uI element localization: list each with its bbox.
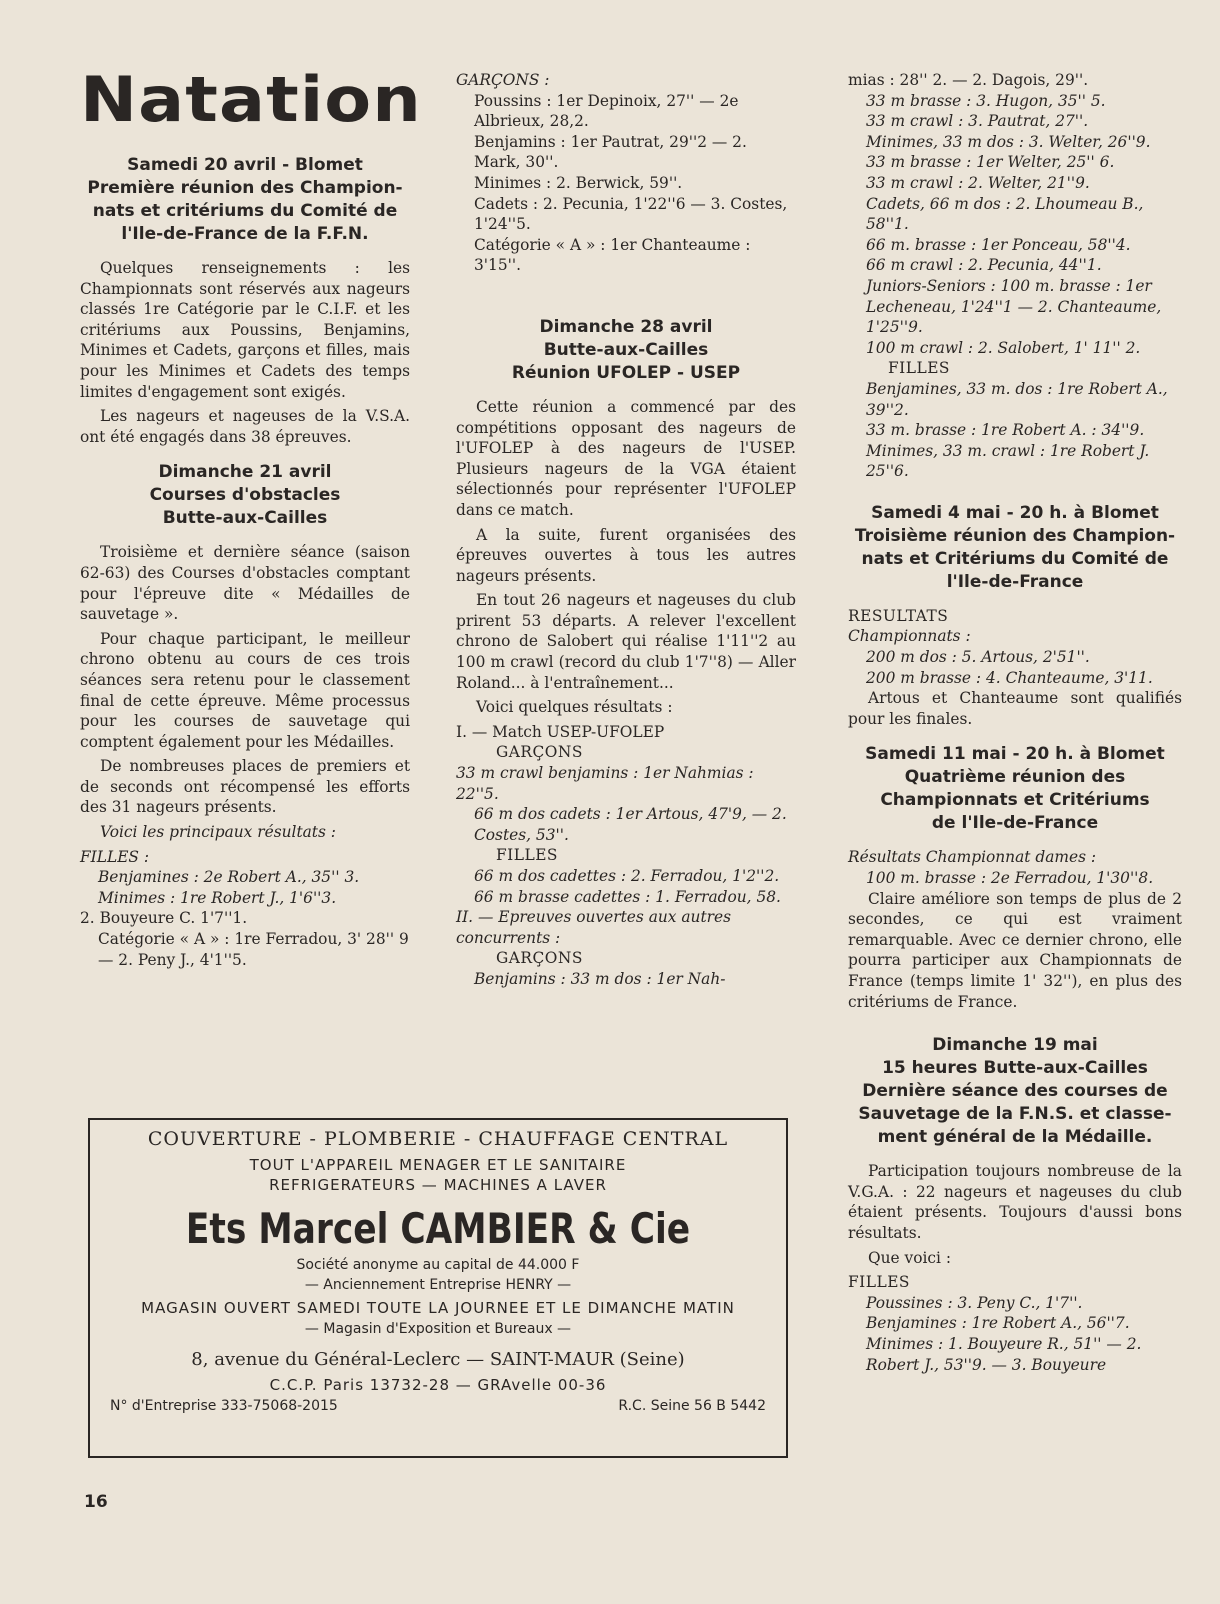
ad-line: — Anciennement Entreprise HENRY — — [304, 1277, 572, 1293]
result-line: I. — Match USEP-UFOLEP — [456, 722, 665, 741]
ad-line: Société anonyme au capital de 44.000 F — [296, 1257, 580, 1273]
result-line: Minimes : 2. Berwick, 59''. — [474, 173, 683, 192]
result-line: Minimes, 33 m. crawl : 1re Robert J. 25''6. — [866, 441, 1150, 481]
paragraph: Cette réunion a commencé par des compétitions opposant des nageurs de l'UFOLEP à des nageurs de l'USEP. Plusieurs nageurs de la VGA étaient sélectionnés pour représenter l'UFOLEP dans ce match. — [456, 397, 796, 519]
result-line: II. — Epreuves ouvertes aux autres concurrents : — [456, 908, 732, 947]
result-line: Benjamins : 33 m dos : 1er Nah- — [474, 969, 726, 988]
paragraph: Claire améliore son temps de plus de 2 secondes, ce qui est vraiment remarquable. Avec ce dernier chrono, elle pourra participer aux Championnats de France (temps limite 1' 32''), en plus des critériums de France. — [848, 889, 1182, 1011]
result-line: 66 m brasse cadettes : 1. Ferradou, 58. — [474, 887, 781, 906]
result-line: Catégorie « A » : 1er Chanteaume : 3'15''. — [474, 235, 751, 275]
result-line: Minimes : 1re Robert J., 1'6''3. — [98, 888, 337, 907]
result-line: FILLES : — [80, 847, 150, 866]
article-title: Natation — [80, 63, 422, 136]
result-line: 2. Bouyeure C. 1'7''1. — [80, 909, 248, 928]
ad-rc-number: R.C. Seine 56 B 5442 — [618, 1398, 766, 1414]
section-heading: Samedi 20 avril - Blomet Première réunion des Champion- nats et critériums du Comité de l'Ile-de-France de la F.F.N. — [87, 155, 403, 244]
result-line: Minimes, 33 m dos : 3. Welter, 26''9. — [866, 132, 1151, 151]
ad-line: C.C.P. Paris 13732-28 — GRAvelle 00-36 — [269, 1376, 607, 1394]
paragraph: De nombreuses places de premiers et de seconds ont récompensé les efforts des 31 nageurs présents. — [80, 757, 410, 817]
result-line: Résultats Championnat dames : — [848, 848, 1097, 867]
section-heading: Samedi 11 mai - 20 h. à Blomet Quatrième réunion des Championnats et Critériums de l'Ile-de-France — [865, 744, 1165, 834]
advertisement — [88, 1118, 788, 1458]
result-line: Poussines : 3. Peny C., 1'7''. — [866, 1293, 1083, 1312]
result-line: 66 m. brasse : 1er Ponceau, 58''4. — [866, 235, 1131, 254]
ad-line: TOUT L'APPAREIL MENAGER ET LE SANITAIRE — [249, 1156, 627, 1174]
result-line: Catégorie « A » : 1re Ferradou, 3' 28'' 9 — 2. Peny J., 4'1''5. — [98, 930, 409, 969]
result-line: FILLES — [496, 846, 558, 865]
result-line: Benjamines : 1re Robert A., 56''7. — [866, 1314, 1130, 1333]
result-line: 200 m dos : 5. Artous, 2'51''. — [866, 648, 1090, 667]
column-3 — [848, 70, 1182, 1375]
result-line: 66 m dos cadets : 1er Artous, 47'9, — 2. Costes, 53''. — [474, 805, 787, 844]
ad-footer-row — [90, 1398, 786, 1414]
result-line: 33 m crawl : 3. Pautrat, 27''. — [866, 112, 1089, 131]
result-line: 33 m crawl : 2. Welter, 21''9. — [866, 173, 1090, 192]
result-line: Benjamins : 1er Pautrat, 29''2 — 2. Mark, 30''. — [474, 132, 747, 172]
paragraph: A la suite, furent organisées des épreuves ouvertes à tous les autres nageurs présents. — [456, 525, 796, 585]
paragraph: Pour chaque participant, le meilleur chrono obtenu au cours de ces trois séances sera retenu pour le classement final de cette épreuve. Même processus pour les courses de sauvetage qui comptent également pour les Médailles. — [80, 629, 410, 751]
paragraph: Les nageurs et nageuses de la V.S.A. ont été engagés dans 38 épreuves. — [80, 407, 410, 446]
result-line: Championnats : — [848, 627, 971, 646]
result-line: 100 m. brasse : 2e Ferradou, 1'30''8. — [866, 869, 1154, 888]
result-line: FILLES — [888, 359, 950, 378]
result-line: Cadets : 2. Pecunia, 1'22''6 — 3. Costes, 1'24''5. — [474, 194, 788, 234]
ad-line: REFRIGERATEURS — MACHINES A LAVER — [269, 1176, 607, 1194]
result-line: Benjamines, 33 m. dos : 1re Robert A., 39''2. — [866, 379, 1168, 419]
section-heading: Samedi 4 mai - 20 h. à Blomet Troisième réunion des Champion- nats et Critériums du Comité de l'Ile-de-France — [854, 502, 1176, 592]
column-2 — [456, 70, 796, 990]
paragraph: Voici quelques résultats : — [476, 698, 673, 717]
ad-company-name: Ets Marcel CAMBIER & Cie — [185, 1204, 691, 1253]
paragraph: Troisième et dernière séance (saison 62-63) des Courses d'obstacles comptant pour l'épreuve dite « Médailles de sauvetage ». — [80, 543, 410, 624]
result-line: GARÇONS — [496, 949, 583, 968]
paragraph: Artous et Chanteaume sont qualifiés pour les finales. — [848, 689, 1182, 728]
result-line: GARÇONS — [496, 743, 583, 762]
section-heading: Dimanche 28 avril Butte-aux-Cailles Réunion UFOLEP - USEP — [511, 316, 741, 383]
paragraph: Que voici : — [868, 1248, 952, 1267]
result-line: 66 m dos cadettes : 2. Ferradou, 1'2''2. — [474, 867, 780, 885]
result-line: GARÇONS : — [456, 71, 550, 89]
result-line: Juniors-Seniors : 100 m. brasse : 1er Lecheneau, 1'24''1 — 2. Chanteaume, 1'25''9. — [866, 276, 1162, 337]
result-line: Poussins : 1er Depinoix, 27'' — 2e Albrieux, 28,2. — [474, 91, 739, 131]
ad-line: — Magasin d'Exposition et Bureaux — — [304, 1321, 572, 1337]
paragraph: Quelques renseignements : les Championnats sont réservés aux nageurs classés 1re Catégorie par le C.I.F. et les critériums aux Poussins, Benjamins, Minimes et Cadets, garçons et filles, mais pour les Minimes et Cadets des temps limites d'engagement sont exigés. — [80, 259, 410, 401]
result-line: FILLES — [848, 1273, 910, 1292]
result-line: 66 m crawl : 2. Pecunia, 44''1. — [866, 256, 1102, 275]
column-1 — [80, 63, 422, 970]
result-line: RESULTATS — [848, 606, 949, 625]
result-line: 33 m crawl benjamins : 1er Nahmias : 22''5. — [456, 764, 754, 803]
ad-line: COUVERTURE - PLOMBERIE - CHAUFFAGE CENTRAL — [147, 1128, 729, 1150]
result-line: mias : 28'' 2. — 2. Dagois, 29''. — [848, 71, 1089, 89]
paragraph: En tout 26 nageurs et nageuses du club prirent 53 départs. A relever l'excellent chrono de Salobert qui réalise 1'11''2 au 100 m crawl (record du club 1'7''8) — Aller Roland... à l'entraînement... — [456, 591, 796, 692]
result-line: 33 m. brasse : 1re Robert A. : 34''9. — [866, 421, 1145, 440]
result-line: 100 m crawl : 2. Salobert, 1' 11'' 2. — [866, 338, 1141, 357]
ad-line: MAGASIN OUVERT SAMEDI TOUTE LA JOURNEE ET LE DIMANCHE MATIN — [141, 1299, 735, 1317]
page-number: 16 — [84, 1492, 108, 1512]
paragraph: Participation toujours nombreuse de la V.G.A. : 22 nageurs et nageuses du club étaient présents. Toujours d'aussi bons résultats. — [848, 1162, 1182, 1242]
ad-entreprise-number: N° d'Entreprise 333-75068-2015 — [110, 1398, 338, 1414]
result-line: Cadets, 66 m dos : 2. Lhoumeau B., 58''1. — [866, 194, 1144, 234]
paragraph: Voici les principaux résultats : — [100, 823, 336, 842]
result-line: 33 m brasse : 1er Welter, 25'' 6. — [866, 153, 1115, 172]
result-line: Minimes : 1. Bouyeure R., 51'' — 2. Robert J., 53''9. — 3. Bouyeure — [866, 1334, 1142, 1374]
section-heading: Dimanche 21 avril Courses d'obstacles Butte-aux-Cailles — [149, 462, 341, 529]
result-line: Benjamines : 2e Robert A., 35'' 3. — [98, 868, 360, 887]
section-heading: Dimanche 19 mai 15 heures Butte-aux-Cailles Dernière séance des courses de Sauvetage de la F.N.S. et classe- ment général de la Médaille. — [858, 1035, 1172, 1148]
ad-address: 8, avenue du Général-Leclerc — SAINT-MAUR (Seine) — [191, 1349, 685, 1370]
result-line: 200 m brasse : 4. Chanteaume, 3'11. — [866, 668, 1153, 687]
result-line: 33 m brasse : 3. Hugon, 35'' 5. — [866, 91, 1106, 110]
